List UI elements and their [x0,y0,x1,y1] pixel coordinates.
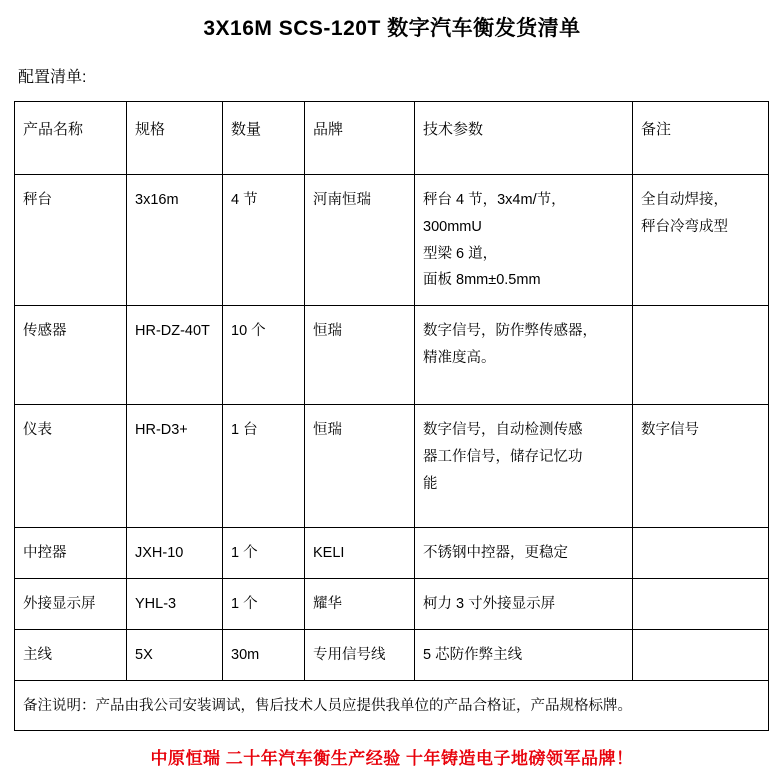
table-row [15,630,769,681]
column-header-qty: 数量 [223,102,305,175]
cell-quantity: 10 个 [223,306,305,405]
column-header-spec: 规格 [127,102,223,175]
table-header-row [15,102,769,175]
cell-parameters: 柯力 3 寸外接显示屏 [415,579,633,630]
cell-remark [633,175,769,306]
parameter-line: 秤台 4 节，3x4m/节，300mmU [423,192,566,235]
cell-spec: YHL-3 [127,579,223,630]
cell-quantity: 4 节 [223,175,305,306]
cell-brand: KELI [305,528,415,579]
cell-brand: 恒瑞 [305,405,415,528]
parameter-line: 型梁 6 道， [423,245,498,262]
remark-line: 秤台冷弯成型 [641,218,728,235]
cell-quantity: 1 台 [223,405,305,528]
parameter-line: 数字信号，自动检测传感 [423,422,583,438]
cell-product-name: 传感器 [15,306,127,405]
note-text: 备注说明：产品由我公司安装调试，售后技术人员应提供我单位的产品合格证，产品规格标牌。 [15,681,769,731]
column-header-name: 产品名称 [15,102,127,175]
table-row [15,306,769,405]
parameter-line: 面板 8mm±0.5mm [423,272,541,289]
cell-parameters [415,405,633,528]
cell-quantity: 30m [223,630,305,681]
remark-line: 全自动焊接， [641,192,728,208]
cell-quantity: 1 个 [223,528,305,579]
cell-brand: 恒瑞 [305,306,415,405]
cell-brand: 河南恒瑞 [305,175,415,306]
parameter-line: 数字信号，防作弊传感器， [423,323,597,339]
cell-spec: HR-DZ-40T [127,306,223,405]
cell-product-name: 仪表 [15,405,127,528]
cell-spec: 3x16m [127,175,223,306]
document-page [0,12,784,768]
cell-remark [633,528,769,579]
cell-parameters [415,175,633,306]
page-title: 3X16M SCS-120T 数字汽车衡发货清单 [203,17,581,40]
cell-product-name: 中控器 [15,528,127,579]
column-header-params: 技术参数 [415,102,633,175]
table-row [15,175,769,306]
configuration-table [14,101,769,731]
table-note-row [15,681,769,731]
cell-spec: HR-D3+ [127,405,223,528]
table-row [15,579,769,630]
cell-remark [633,630,769,681]
cell-product-name: 秤台 [15,175,127,306]
footer-slogan: 中原恒瑞 二十年汽车衡生产经验 十年铸造电子地磅领军品牌！ [150,748,634,768]
cell-brand: 耀华 [305,579,415,630]
table-row [15,405,769,528]
cell-remark: 数字信号 [633,405,769,528]
table-row [15,528,769,579]
cell-spec: 5X [127,630,223,681]
cell-spec: JXH-10 [127,528,223,579]
cell-remark [633,306,769,405]
cell-parameters: 不锈钢中控器，更稳定 [415,528,633,579]
column-header-brand: 品牌 [305,102,415,175]
parameter-line: 精准度高。 [423,349,496,366]
cell-remark [633,579,769,630]
cell-product-name: 主线 [15,630,127,681]
column-header-remark: 备注 [633,102,769,175]
cell-parameters [415,306,633,405]
parameter-line: 器工作信号，储存记忆功 [423,448,583,465]
cell-product-name: 外接显示屏 [15,579,127,630]
cell-brand: 专用信号线 [305,630,415,681]
cell-parameters: 5 芯防作弊主线 [415,630,633,681]
parameter-line: 能 [423,475,438,492]
config-list-label: 配置清单: [18,69,87,86]
cell-quantity: 1 个 [223,579,305,630]
